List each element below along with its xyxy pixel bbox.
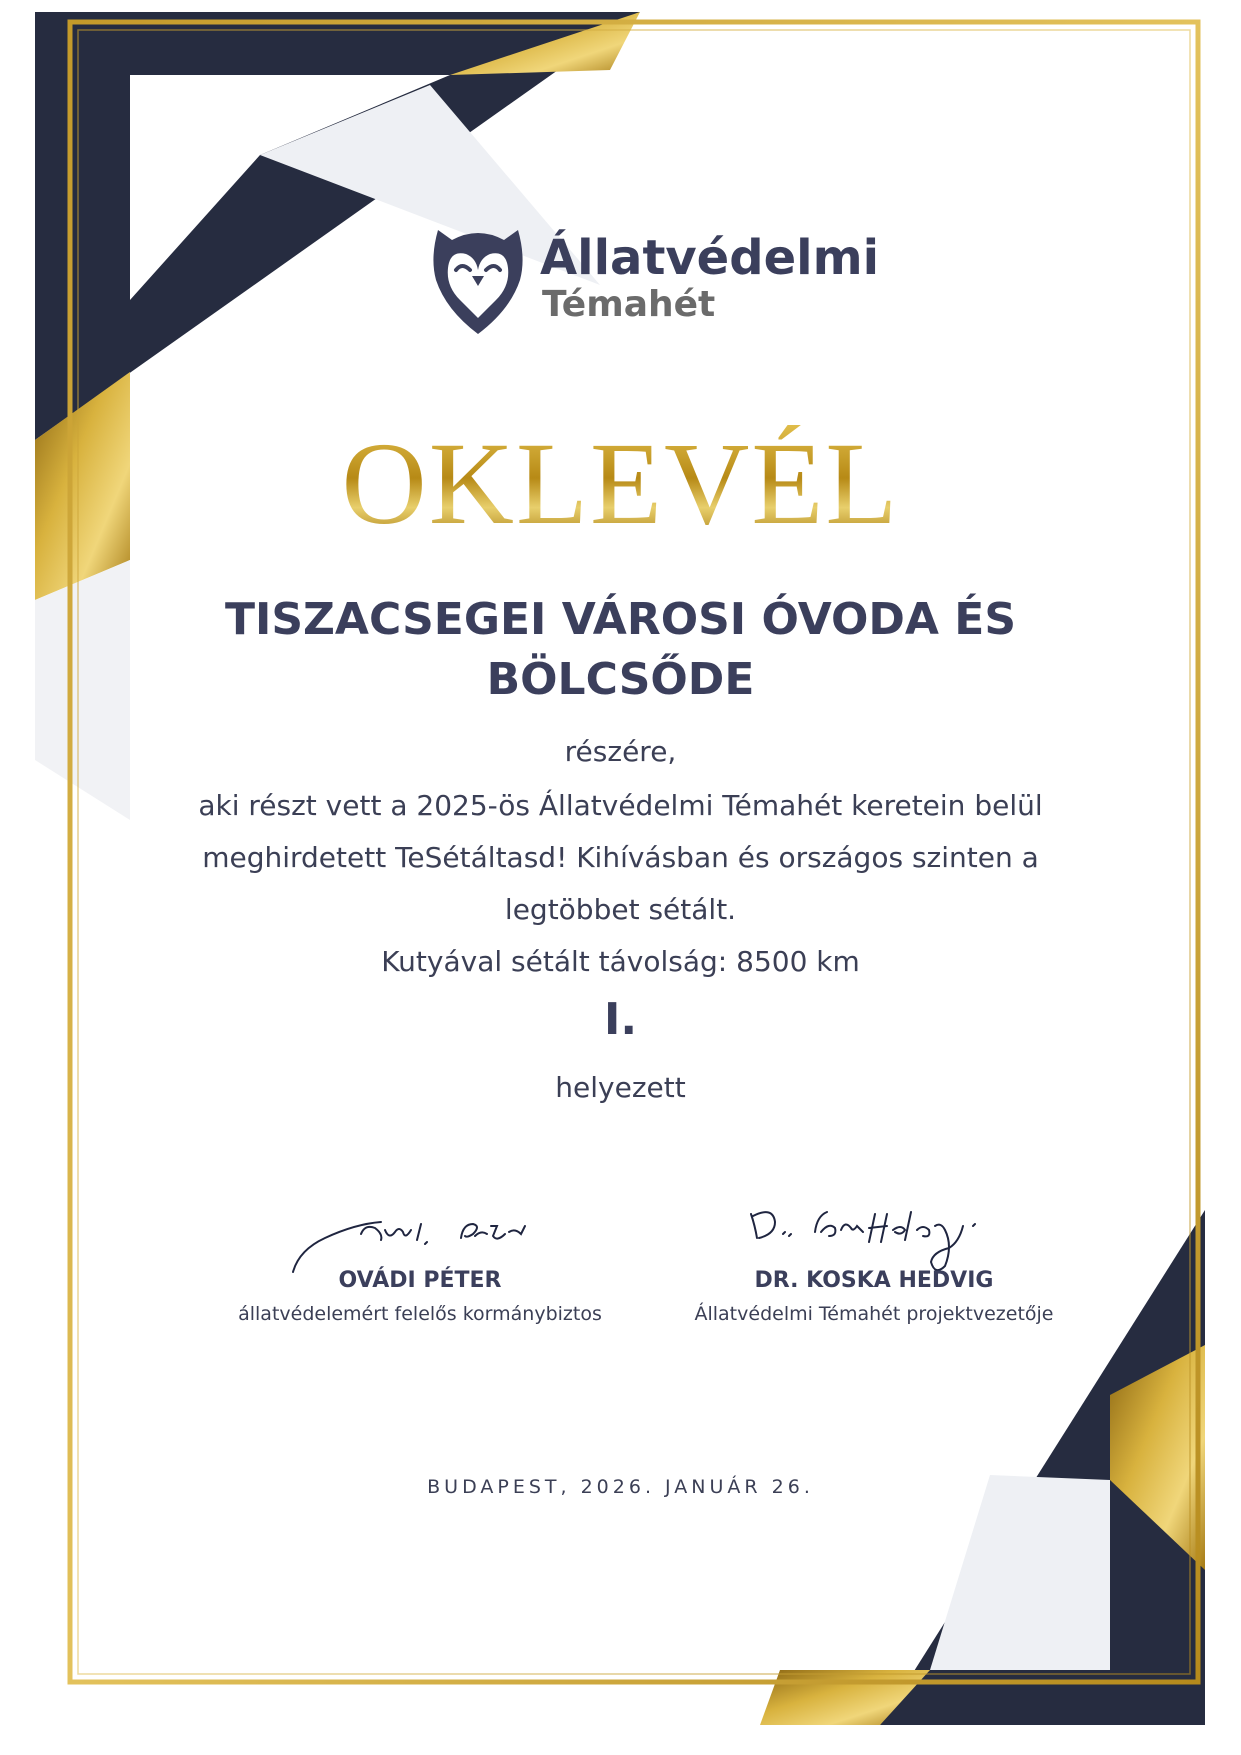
- certificate-title: OKLEVÉL: [0, 425, 1241, 543]
- owl-heart-icon: [430, 218, 526, 336]
- signatory-role-right: Állatvédelmi Témahét projektvezetője: [694, 1303, 1054, 1325]
- body-line-3: legtöbbet sétált.: [504, 893, 737, 926]
- placement-text: helyezett: [555, 1071, 686, 1104]
- recipient-line-2: BÖLCSŐDE: [486, 654, 755, 705]
- signatory-name-right: DR. KOSKA HEDVIG: [754, 1268, 994, 1293]
- rank: I.: [603, 994, 638, 1045]
- issue-date: BUDAPEST, 2026. JANUÁR 26.: [427, 1476, 814, 1498]
- logo-title: Állatvédelmi: [540, 230, 880, 286]
- recipient-name: [0, 590, 1241, 710]
- signature-block-left: [210, 1268, 630, 1325]
- distance-line: Kutyával sétált távolság: 8500 km: [381, 945, 860, 978]
- recipient-line-1: TISZACSEGEI VÁROSI ÓVODA ÉS: [224, 594, 1017, 645]
- logo-subtitle: Témahét: [542, 284, 716, 325]
- for-text: részére,: [564, 735, 677, 768]
- body-line-2: meghirdetett TeSétáltasd! Kihívásban és országos szinten a: [202, 841, 1039, 874]
- signatory-role-left: állatvédelemért felelős kormánybiztos: [238, 1303, 602, 1325]
- body-line-1: aki részt vett a 2025-ös Állatvédelmi Témahét keretein belül: [198, 789, 1043, 822]
- signatory-name-left: OVÁDI PÉTER: [338, 1268, 502, 1293]
- signature-block-right: [664, 1268, 1084, 1325]
- organization-logo: [430, 218, 880, 338]
